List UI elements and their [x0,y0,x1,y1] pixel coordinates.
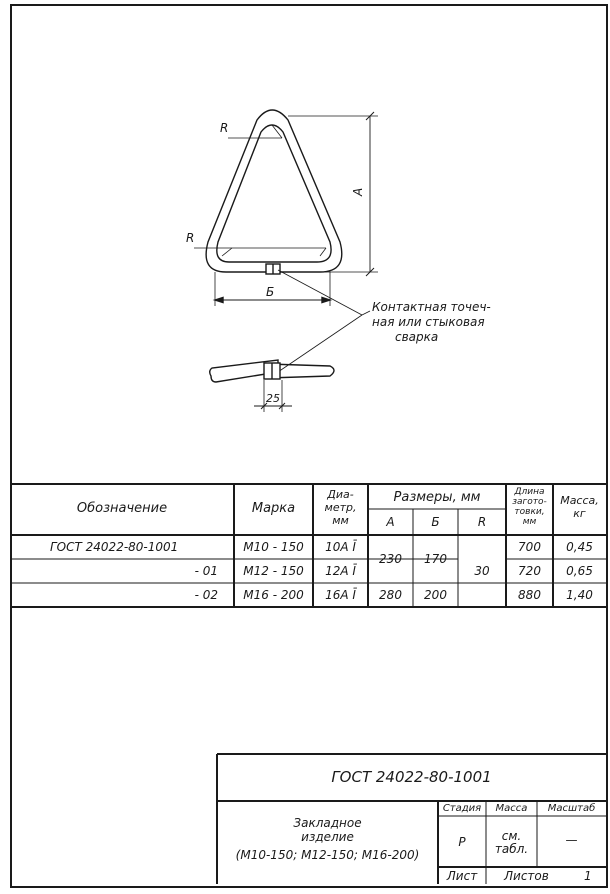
header-length-2: загото- [512,497,547,507]
row-2-length: 720 [518,564,541,578]
mass-value-line-2: табл. [494,842,529,856]
scale-label: Масштаб [547,803,596,814]
part-drawing [10,4,606,886]
merged-b-rows-1-2: 170 [424,552,447,566]
row-1-diameter: 10А Ī [325,540,356,554]
radius-label-top: R [220,121,229,135]
radius-label-left: R [186,231,195,245]
dimension-a-label: A [351,187,365,196]
row-1-length: 700 [518,540,541,554]
cell-a-row-3: 280 [379,588,402,602]
header-length-1: Длина [514,487,545,497]
dimension-b-label: Б [266,285,275,299]
header-dim-b: Б [431,515,440,529]
part-name-line-1: Закладное [293,816,362,830]
row-2-mass: 0,65 [566,564,593,578]
row-1-mark: М10 - 150 [243,540,304,554]
part-name-line-2: изделие [301,830,354,844]
part-name-line-3: (М10-150; М12-150; М16-200) [235,848,420,862]
row-3-mark: М16 - 200 [243,588,304,602]
weld-note-line-1: Контактная точеч- [372,300,491,314]
weld-note-line-2: ная или стыковая [372,315,485,329]
row-3-length: 880 [518,588,541,602]
row-1-mass: 0,45 [566,540,593,554]
doc-number: ГОСТ 24022-80-1001 [331,768,492,786]
header-mark: Марка [251,501,296,516]
header-mass-1: Масса, [560,494,599,507]
header-dimensions: Размеры, мм [393,490,481,505]
header-diameter-3: мм [332,514,349,527]
weld-leader-top [278,270,362,315]
loop-inner-contour [217,125,331,262]
header-dim-r: R [477,515,487,529]
row-2-diameter: 12А Ī [325,564,356,578]
row-2-designation: - 01 [194,564,218,578]
row-3-designation: - 02 [194,588,218,602]
header-mass-2: кг [573,507,586,520]
stage-value: Р [458,835,466,849]
header-designation: Обозначение [76,501,168,516]
cell-b-row-3: 200 [424,588,447,602]
header-length-4: мм [522,517,537,527]
merged-r-all-rows: 30 [474,564,490,578]
mass-value-line-1: см. [501,829,522,843]
row-3-mass: 1,40 [566,588,593,602]
header-diameter-2: метр, [324,501,357,514]
row-3-diameter: 16А Ī [325,588,356,602]
sheet-label: Лист [446,869,478,883]
header-dim-a: А [386,515,395,529]
weld-leader-bottom [278,315,362,372]
row-1-designation: ГОСТ 24022-80-1001 [50,540,179,554]
weld-note-line-3: сварка [395,330,439,344]
scale-value: — [565,833,578,847]
header-diameter-1: Диа- [327,488,354,501]
merged-a-rows-1-2: 230 [379,552,402,566]
dimension-25-label: 25 [266,392,280,405]
mass-label: Масса [495,803,528,814]
stage-label: Стадия [442,803,482,814]
row-2-mark: М12 - 150 [243,564,304,578]
sheets-label: Листов [504,869,549,883]
sheets-value: 1 [584,869,592,883]
drawing-sheet [10,4,606,886]
header-length-3: товки, [514,507,545,517]
